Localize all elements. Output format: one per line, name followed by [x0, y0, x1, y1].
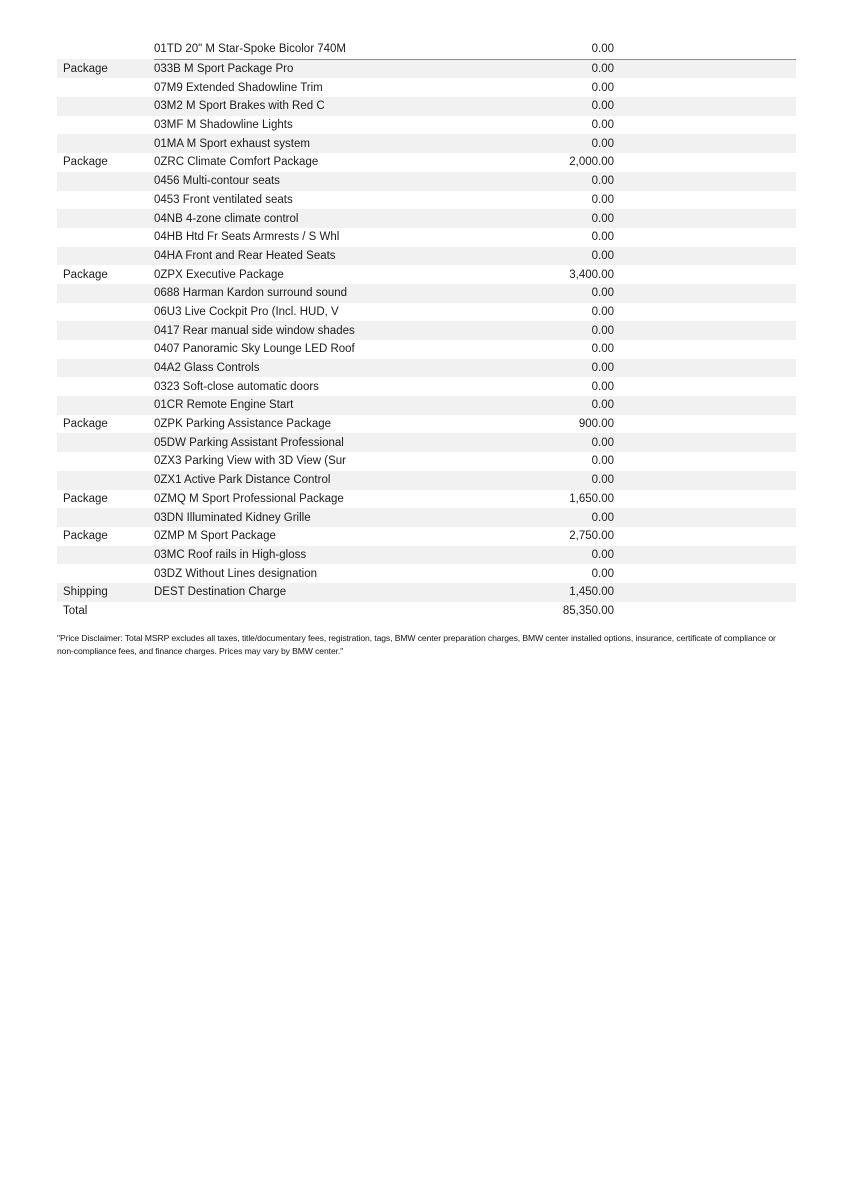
table-row: [57, 153, 796, 172]
table-row: [57, 359, 796, 378]
row-item: 0ZMQ M Sport Professional Package: [154, 492, 344, 505]
row-item: 03MF M Shadowline Lights: [154, 119, 293, 132]
row-spacer: [614, 527, 796, 546]
row-category: [57, 247, 154, 266]
row-spacer: [614, 116, 796, 135]
table-row: [57, 59, 796, 78]
row-price: 0.00: [591, 305, 614, 318]
row-price: 3,400.00: [569, 268, 614, 281]
row-price: 0.00: [591, 249, 614, 262]
row-spacer: [614, 303, 796, 322]
row-spacer: [614, 359, 796, 378]
row-price: 0.00: [591, 137, 614, 150]
table-row: [57, 40, 796, 59]
row-price: 1,450.00: [569, 586, 614, 599]
row-category: [57, 303, 154, 322]
table-row: [57, 265, 796, 284]
row-spacer: [614, 415, 796, 434]
row-item: 03DN Illuminated Kidney Grille: [154, 511, 311, 524]
row-price: 0.00: [591, 193, 614, 206]
row-item: 0ZPX Executive Package: [154, 268, 284, 281]
row-item: 04A2 Glass Controls: [154, 362, 260, 375]
row-spacer: [614, 602, 796, 621]
table-row: [57, 602, 796, 621]
table-row: [57, 546, 796, 565]
row-spacer: [614, 228, 796, 247]
row-price: 0.00: [591, 511, 614, 524]
row-category: Package: [63, 62, 108, 75]
row-item: 03DZ Without Lines designation: [154, 567, 318, 580]
table-row: [57, 78, 796, 97]
row-spacer: [614, 284, 796, 303]
row-spacer: [614, 564, 796, 583]
row-item: 01CR Remote Engine Start: [154, 399, 294, 412]
table-row: [57, 433, 796, 452]
row-spacer: [614, 433, 796, 452]
options-table: [57, 40, 796, 620]
row-category: Package: [63, 492, 108, 505]
table-row: [57, 284, 796, 303]
row-spacer: [614, 340, 796, 359]
row-price: 0.00: [591, 287, 614, 300]
row-spacer: [614, 396, 796, 415]
row-category: [57, 377, 154, 396]
row-spacer: [614, 265, 796, 284]
row-spacer: [614, 490, 796, 509]
row-item: 06U3 Live Cockpit Pro (Incl. HUD, V: [154, 305, 339, 318]
row-price: 0.00: [591, 81, 614, 94]
row-price: 0.00: [591, 231, 614, 244]
row-category: [57, 546, 154, 565]
row-category: [57, 321, 154, 340]
row-category: [57, 78, 154, 97]
row-item: 07M9 Extended Shadowline Trim: [154, 81, 323, 94]
row-item: 04HB Htd Fr Seats Armrests / S Whl: [154, 231, 340, 244]
row-item: 0ZRC Climate Comfort Package: [154, 156, 319, 169]
row-spacer: [614, 247, 796, 266]
row-spacer: [614, 546, 796, 565]
row-item: 0323 Soft-close automatic doors: [154, 380, 319, 393]
table-row: [57, 452, 796, 471]
row-item: 0ZX3 Parking View with 3D View (Sur: [154, 455, 346, 468]
row-category: [57, 172, 154, 191]
row-price: 0.00: [591, 63, 614, 76]
row-spacer: [614, 583, 796, 602]
row-price: 1,650.00: [569, 492, 614, 505]
row-price: 0.00: [591, 119, 614, 132]
row-spacer: [614, 452, 796, 471]
row-price: 0.00: [591, 380, 614, 393]
row-category: [57, 508, 154, 527]
row-category: [57, 228, 154, 247]
table-row: [57, 508, 796, 527]
table-row: [57, 340, 796, 359]
row-item: 0456 Multi-contour seats: [154, 175, 280, 188]
row-category: Package: [63, 268, 108, 281]
row-item: 03M2 M Sport Brakes with Red C: [154, 100, 325, 113]
row-category: [57, 433, 154, 452]
row-price: 0.00: [591, 100, 614, 113]
row-spacer: [614, 508, 796, 527]
table-row: [57, 303, 796, 322]
row-category: [57, 359, 154, 378]
row-price: 0.00: [591, 399, 614, 412]
row-category: [57, 340, 154, 359]
table-row: [57, 172, 796, 191]
row-spacer: [614, 59, 796, 78]
row-price: 0.00: [591, 343, 614, 356]
row-price: 2,750.00: [569, 530, 614, 543]
row-price: 0.00: [591, 436, 614, 449]
row-spacer: [614, 377, 796, 396]
table-row: [57, 97, 796, 116]
table-row: [57, 134, 796, 153]
row-spacer: [614, 134, 796, 153]
row-spacer: [614, 191, 796, 210]
row-category: [57, 564, 154, 583]
table-row: [57, 321, 796, 340]
table-row: [57, 564, 796, 583]
row-spacer: [614, 97, 796, 116]
row-item: 0407 Panoramic Sky Lounge LED Roof: [154, 343, 355, 356]
row-price: 0.00: [591, 455, 614, 468]
row-category: [57, 40, 154, 59]
row-spacer: [614, 172, 796, 191]
row-item: 033B M Sport Package Pro: [154, 63, 294, 76]
row-spacer: [614, 321, 796, 340]
row-price: 900.00: [578, 418, 614, 431]
row-item: 0ZX1 Active Park Distance Control: [154, 474, 331, 487]
row-category: [57, 209, 154, 228]
row-item: DEST Destination Charge: [154, 586, 287, 599]
row-spacer: [614, 40, 796, 59]
row-category: Shipping: [63, 586, 108, 599]
row-category: Package: [63, 530, 108, 543]
table-row: [57, 377, 796, 396]
table-row: [57, 396, 796, 415]
table-row: [57, 209, 796, 228]
row-spacer: [614, 153, 796, 172]
row-item: 01TD 20" M Star-Spoke Bicolor 740M: [154, 40, 466, 59]
row-item: 0417 Rear manual side window shades: [154, 324, 355, 337]
row-item: 01MA M Sport exhaust system: [154, 137, 310, 150]
row-price: 0.00: [591, 362, 614, 375]
table-row: [57, 527, 796, 546]
row-category: Package: [63, 418, 108, 431]
row-item: 04NB 4-zone climate control: [154, 212, 299, 225]
row-price: 85,350.00: [562, 604, 614, 617]
row-category: [57, 116, 154, 135]
row-category: [57, 284, 154, 303]
row-category: [57, 396, 154, 415]
row-price: 0.00: [591, 567, 614, 580]
row-category: Total: [63, 604, 88, 617]
row-price: 0.00: [591, 324, 614, 337]
row-item: 0ZMP M Sport Package: [154, 530, 276, 543]
table-row: [57, 490, 796, 509]
row-spacer: [614, 78, 796, 97]
row-category: [57, 191, 154, 210]
row-item: 04HA Front and Rear Heated Seats: [154, 249, 336, 262]
row-item: 0688 Harman Kardon surround sound: [154, 287, 348, 300]
table-row: [57, 471, 796, 490]
row-category: [57, 452, 154, 471]
row-price: 2,000.00: [569, 156, 614, 169]
row-item: 0453 Front ventilated seats: [154, 193, 293, 206]
row-category: [57, 134, 154, 153]
row-price: 0.00: [591, 548, 614, 561]
table-row: [57, 191, 796, 210]
row-item: 03MC Roof rails in High-gloss: [154, 548, 307, 561]
table-row: [57, 228, 796, 247]
table-row: [57, 415, 796, 434]
row-category: [57, 471, 154, 490]
row-spacer: [614, 209, 796, 228]
row-item: [154, 602, 466, 621]
row-price: 0.00: [591, 212, 614, 225]
row-spacer: [614, 471, 796, 490]
price-disclaimer: "Price Disclaimer: Total MSRP excludes all taxes, title/documentary fees, registration, tags, BMW center preparation charges, BMW center installed options, insurance, certificate of compliance or non-compliance fees, and finance charges. Prices may vary by BMW center.": [57, 633, 776, 656]
table-row: [57, 583, 796, 602]
table-row: [57, 247, 796, 266]
row-item: 0ZPK Parking Assistance Package: [154, 418, 332, 431]
options-table-body: [57, 40, 796, 620]
table-row: [57, 116, 796, 135]
row-category: Package: [63, 156, 108, 169]
row-price: 0.00: [591, 175, 614, 188]
row-price: 0.00: [466, 40, 614, 59]
row-item: 05DW Parking Assistant Professional: [154, 436, 344, 449]
row-category: [57, 97, 154, 116]
row-price: 0.00: [591, 474, 614, 487]
